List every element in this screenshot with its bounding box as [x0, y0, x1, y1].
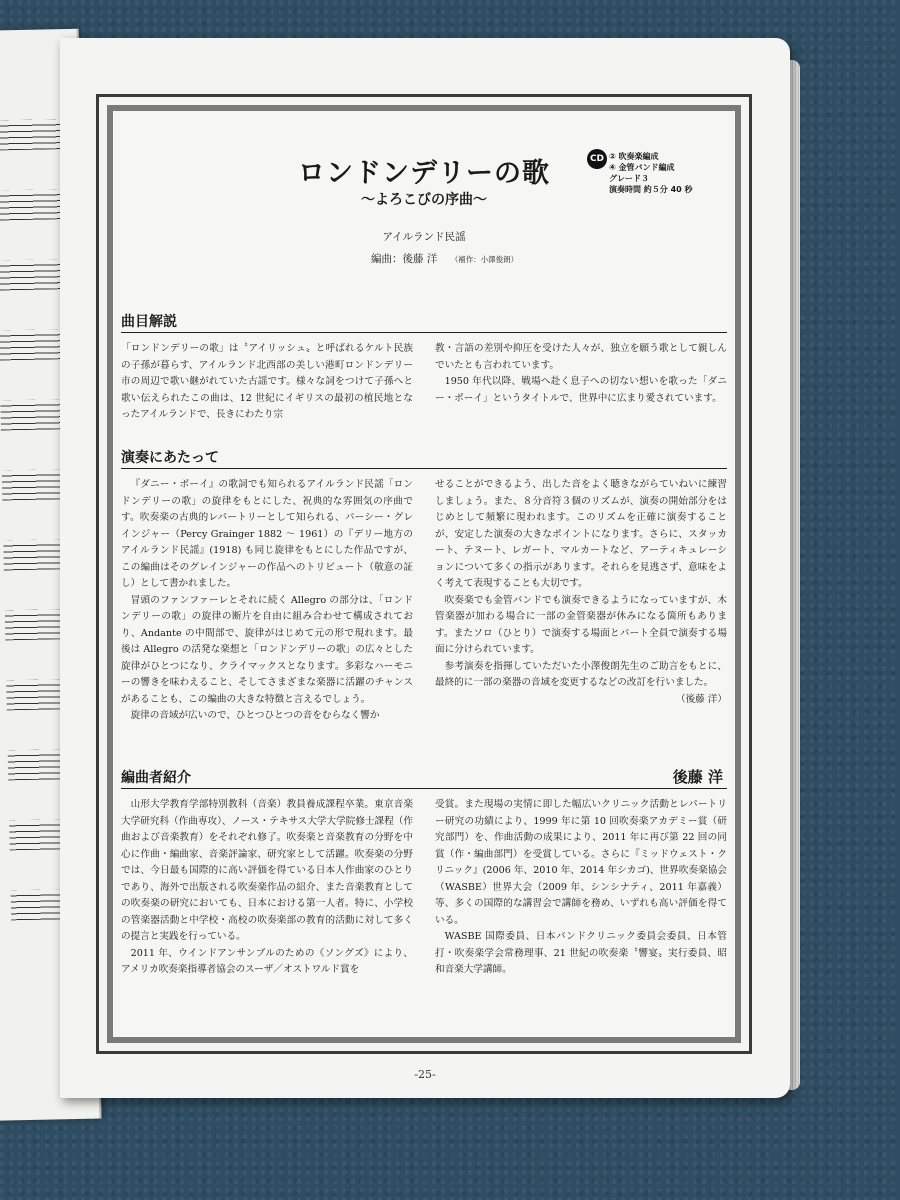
- arranger-line: [371, 251, 518, 266]
- cd-line: ④ 金管バンド編成: [609, 163, 675, 172]
- arranger-name: 編曲：後藤 洋: [371, 253, 438, 265]
- text-column-right: [435, 341, 727, 441]
- inner-frame: [107, 105, 741, 1043]
- text-column-right: [435, 477, 727, 761]
- paragraph: 2011 年、ウインドアンサンブルのための《ソングズ》により、アメリカ吹奏楽指導者協会のスーザ／オストワルド賞を: [121, 947, 413, 975]
- paragraph: 吹奏楽でも金管バンドでも演奏できるようになっていますが、木管楽器が加わる場合に一部の金管楽器が休みになる箇所もあります。またソロ（ひとり）で演奏する場面とパート全員で演奏する場面に分けられています。: [435, 594, 727, 655]
- cd-line: ② 吹奏楽編成: [609, 152, 659, 161]
- paragraph: 教・言語の差別や抑圧を受けた人々が、独立を願う歌として親しんでいたとも言われています。: [435, 343, 727, 371]
- section-body-arranger: [121, 797, 727, 1027]
- page-number: -25-: [414, 1068, 436, 1081]
- text-column-right: [435, 797, 727, 1027]
- document-page: [60, 38, 790, 1098]
- outer-frame: [96, 94, 752, 1054]
- paragraph: 旋律の音域が広いので、ひとつひとつの音をむらなく響か: [130, 710, 380, 721]
- paragraph: 山形大学教育学部特別教科（音楽）教員養成課程卒業。東京音楽大学研究科（作曲専攻）、ノース・テキサス大学大学院修士課程（作曲および音楽教育）をそれぞれ修了。吹奏楽と音楽教育の分野を中心に作曲・編曲家、音楽評論家、研究家として活躍。吹奏楽の分野では、今日最も国際的に高い評価を得ている日本人作曲家のひとりであり、海外で出版される吹奏楽作品の紹介、また音楽教育としての吹奏楽の研究においても、日本における第一人者。特に、小学校の管楽器活動と中学校・高校の吹奏楽部の教育的活動に対して多くの提言と実践を行っている。: [121, 799, 413, 942]
- paragraph: せることができるよう、出した音をよく聴きながらていねいに練習しましょう。また、８分音符３個のリズムが、演奏の開始部分をはじめとして頻繁に現われます。このリズムを正確に演奏することが、安定した演奏の大きなポイントになります。さらに、スタッカート、テヌート、レガート、マルカートなど、アーティキュレーションについて多くの指示があります。それらを見逃さず、意味をよく考えて表現することも大切です。: [435, 479, 727, 589]
- section-heading-text: 演奏にあたって: [121, 450, 219, 466]
- paragraph: 冒頭のファンファーレとそれに続く Allegro の部分は、「ロンドンデリーの歌」の旋律の断片を自由に組み合わせて構成されており、Andante の中間部で、旋律がはじめて元の形で現れます。最後は Allegro の活発な楽想と「ロンドンデリーの歌」の広々とした旋律がひとつになり、クライマックスとなります。多彩なハーモニーの響きを味わえること、そしてさまざまな楽器に活躍のチャンスがあることも、この編曲の大きな特徴と言えるでしょう。: [121, 594, 413, 705]
- section-heading-description: [121, 311, 727, 333]
- cd-info: [589, 151, 729, 195]
- cd-icon: CD: [587, 149, 607, 169]
- section-heading-text: 曲目解説: [121, 314, 177, 330]
- paragraph: 1950 年代以降、戦場へ赴く息子への切ない想いを歌った「ダニー・ボーイ」というタイトルで、世界中に広まり愛されています。: [435, 376, 727, 404]
- text-column-left: [121, 477, 413, 761]
- paragraph: WASBE 国際委員、日本バンドクリニック委員会委員、日本管打・吹奏楽学会常務理事、21 世紀の吹奏楽〝響宴〟実行委員、昭和音楽大学講師。: [435, 931, 727, 975]
- section-heading-performance: [121, 447, 727, 469]
- text-column-left: [121, 797, 413, 1027]
- piece-origin: アイルランド民謡: [382, 231, 466, 243]
- section-body-performance: [121, 477, 727, 761]
- piece-title: ロンドンデリーの歌: [298, 158, 550, 189]
- cd-line: グレード３: [609, 174, 649, 183]
- paragraph: 「ロンドンデリーの歌」は〝アイリッシュ〟と呼ばれるケルト民族の子孫が暮らす、アイルランド北西部の美しい港町ロンドンデリー市の周辺で歌い継がれていた古謡です。様々な詞をつけて子孫へと歌い伝えられたこの曲は、12 世紀にイギリスの最初の植民地となったアイルランドで、長きにわたり宗: [121, 343, 413, 420]
- cd-line: 演奏時間 約５分 40 秒: [609, 185, 693, 194]
- arranger-profile-name: 後藤 洋: [672, 768, 723, 786]
- paragraph: 受賞。また現場の実情に即した幅広いクリニック活動とレパートリー研究の功績により、1999 年に第 10 回吹奏楽アカデミー賞（研究部門）を、作曲活動の成果により、2011 年に再び第 22 回の同賞（作・編曲部門）を受賞している。さらに『ミッドウェスト・クリニック』(2006 年、2010 年、2014 年シカゴ)、世界吹奏楽協会（WASBE）世界大会（2009 年、シンシナティ、2011 年嘉義）等、多くの国際的な講習会で講師を務め、いずれも高い評価を得ている。: [435, 799, 727, 926]
- paragraph: 『ダニー・ボーイ』の歌詞でも知られるアイルランド民謡「ロンドンデリーの歌」の旋律をもとにした、祝典的な雰囲気の序曲です。吹奏楽の古典的レパートリーとして知られる、パーシー・グレインジャー（Percy Grainger 1882 〜 1961）の『デリー地方のアイルランド民謡』(1918) も同じ旋律をもとにした作品ですが、この編曲はそのグレインジャーの作品へのトリビュート（敬意の証し）として書かれました。: [121, 479, 413, 589]
- text-column-left: [121, 341, 413, 441]
- assistant-credit: （補作：小澤俊朗）: [450, 255, 519, 264]
- signature: （後藤 洋）: [675, 693, 727, 705]
- section-body-description: [121, 341, 727, 441]
- section-heading-text: 編曲者紹介: [121, 770, 191, 786]
- section-heading-arranger: [121, 767, 727, 789]
- piece-subtitle: ～よろこびの序曲～: [361, 192, 487, 208]
- paragraph: 参考演奏を指揮していただいた小澤俊朗先生のご助言をもとに、最終的に一部の楽器の音域を変更するなどの改訂を行いました。: [435, 660, 727, 688]
